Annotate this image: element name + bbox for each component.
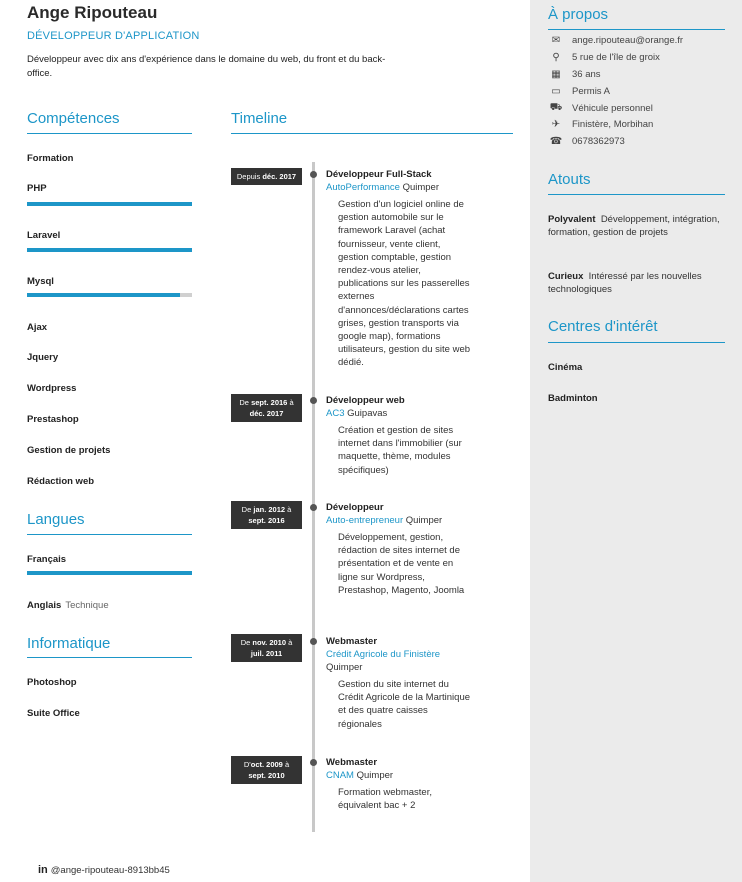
timeline-divider: [231, 133, 513, 134]
skill-bar-fill: [27, 202, 192, 206]
timeline-dot: [310, 759, 317, 766]
language-label: Anglais: [27, 600, 62, 611]
atout-item: [548, 270, 725, 296]
company-location: Quimper: [402, 182, 440, 193]
summary-text: Développeur avec dix ans d'expérience dans le domaine du web, du front et du back-office.: [27, 54, 386, 79]
atout-item: [548, 213, 725, 239]
timeline-company: [326, 407, 476, 420]
timeline-dot: [310, 171, 317, 178]
plane-icon: ✈: [551, 119, 561, 130]
timeline-role: Développeur web: [326, 395, 405, 406]
language-level: Technique: [65, 600, 109, 611]
competences-title: Compétences: [27, 110, 120, 127]
envelope-icon: ✉: [551, 35, 561, 46]
contact-vehicle: ⛟ Véhicule personnel: [549, 102, 653, 114]
atout-text: Intéressé par les nouvelles technologiques: [548, 271, 702, 295]
contact-address: ⚲ 5 rue de l'île de groix: [548, 52, 660, 63]
timeline-company: [326, 648, 461, 674]
contact-email: ✉ ange.ripouteau@orange.fr: [548, 35, 683, 46]
informatique-divider: [27, 657, 192, 658]
contact-mobility: ✈ Finistère, Morbihan: [548, 119, 653, 130]
atouts-title: Atouts: [548, 171, 591, 188]
company-location: Quimper: [326, 662, 363, 673]
company-name: AC3: [326, 408, 345, 419]
apropos-divider: [548, 29, 725, 30]
company-name: Auto-entrepreneur: [326, 515, 404, 526]
car-icon: ⛟: [549, 102, 563, 113]
informatique-title: Informatique: [27, 635, 111, 652]
skill-bar: [27, 202, 192, 206]
skill-item: Mysql: [27, 276, 54, 287]
skill-bar: [27, 248, 192, 252]
contact-phone: ☎ 0678362973: [549, 136, 625, 147]
company-location: Guipavas: [347, 408, 388, 419]
linkedin-link[interactable]: [38, 864, 170, 876]
timeline-dot: [310, 504, 317, 511]
timeline-description: Gestion du site internet du Crédit Agricole de la Martinique et des quatre caisses régionales: [338, 679, 471, 730]
interest-item: Badminton: [548, 393, 598, 404]
timeline-description: Formation webmaster, équivalent bac + 2: [338, 787, 432, 812]
atout-text: Développement, intégration, formation, gestion de projets: [548, 214, 720, 238]
timeline-date: De sept. 2016 à déc. 2017: [231, 394, 302, 422]
language-bar: [27, 571, 192, 575]
language-item: [27, 600, 109, 611]
skill-item: Laravel: [27, 230, 61, 241]
timeline-date: De jan. 2012 à sept. 2016: [231, 501, 302, 529]
timeline-date: D'oct. 2009 à sept. 2010: [231, 756, 302, 784]
timeline-description: Développement, gestion, rédaction de sites internet de présentation et de vente en ligne sur Wordpress, Prestashop, Magento, Joomla: [338, 532, 465, 596]
interest-item: Cinéma: [548, 362, 583, 373]
skill-bar: [27, 293, 192, 297]
timeline-description: Gestion d'un logiciel online de gestion automobile sur le framework Laravel (achat fournisseur, vente client, gestion comptable, gestion rendez-vous atelier, publications sur les passerelles externes d'annonces/déclarations cartes grises, gestion transports via google map), formations utilisateurs, gestion du site web dédié.: [338, 199, 471, 369]
timeline-company: [326, 181, 476, 194]
langues-title: Langues: [27, 511, 85, 528]
language-bar-fill: [27, 571, 192, 575]
timeline-dot: [310, 397, 317, 404]
language-item: Français: [27, 554, 67, 565]
contact-license: ▭ Permis A: [548, 86, 610, 97]
timeline-role: Développeur: [326, 502, 384, 513]
contact-age: ▦ 36 ans: [548, 69, 601, 80]
timeline-description: Création et gestion de sites internet dans l'immobilier (sur maquette, thème, modules spécifiques): [338, 425, 462, 476]
skill-item: Rédaction web: [27, 476, 95, 487]
calendar-icon: ▦: [551, 69, 561, 80]
timeline-company: [326, 769, 476, 782]
software-item: Photoshop: [27, 677, 77, 688]
timeline-role: Webmaster: [326, 636, 378, 647]
timeline-date: Depuis déc. 2017: [231, 168, 302, 185]
company-name: Crédit Agricole du Finistère: [326, 649, 441, 660]
software-item: Suite Office: [27, 708, 80, 719]
linkedin-handle: @ange-ripouteau-8913bb45: [50, 864, 170, 876]
person-name: Ange Ripouteau: [27, 3, 158, 22]
atouts-divider: [548, 194, 725, 195]
skill-item: Wordpress: [27, 383, 77, 394]
id-card-icon: ▭: [551, 86, 561, 97]
skill-item: Gestion de projets: [27, 445, 111, 456]
linkedin-icon: in: [38, 864, 48, 876]
company-name: CNAM: [326, 770, 354, 781]
timeline-title: Timeline: [231, 110, 288, 127]
skill-item: PHP: [27, 183, 47, 194]
interets-title: Centres d'intérêt: [548, 318, 658, 335]
skill-item: Prestashop: [27, 414, 79, 425]
sidebar: [530, 0, 742, 882]
map-marker-icon: ⚲: [552, 52, 560, 63]
phone-icon: ☎: [549, 136, 563, 147]
company-location: Quimper: [405, 515, 443, 526]
timeline-date: De nov. 2010 à juil. 2011: [231, 634, 302, 662]
competences-divider: [27, 133, 192, 134]
atout-label: Polyvalent: [548, 214, 596, 225]
skill-item: Ajax: [27, 322, 48, 333]
apropos-title: À propos: [548, 6, 609, 23]
company-location: Quimper: [356, 770, 394, 781]
timeline-dot: [310, 638, 317, 645]
atout-label: Curieux: [548, 271, 584, 282]
timeline-role: Développeur Full-Stack: [326, 169, 432, 180]
interets-divider: [548, 342, 725, 343]
langues-divider: [27, 534, 192, 535]
timeline-role: Webmaster: [326, 757, 378, 768]
timeline-company: [326, 514, 476, 527]
skill-item: Formation: [27, 153, 74, 164]
skill-item: Jquery: [27, 352, 59, 363]
company-name: AutoPerformance: [326, 182, 400, 193]
skill-bar-fill: [27, 293, 180, 297]
timeline-axis: [312, 162, 315, 832]
job-title: DÉVELOPPEUR D'APPLICATION: [27, 30, 200, 42]
skill-bar-fill: [27, 248, 192, 252]
